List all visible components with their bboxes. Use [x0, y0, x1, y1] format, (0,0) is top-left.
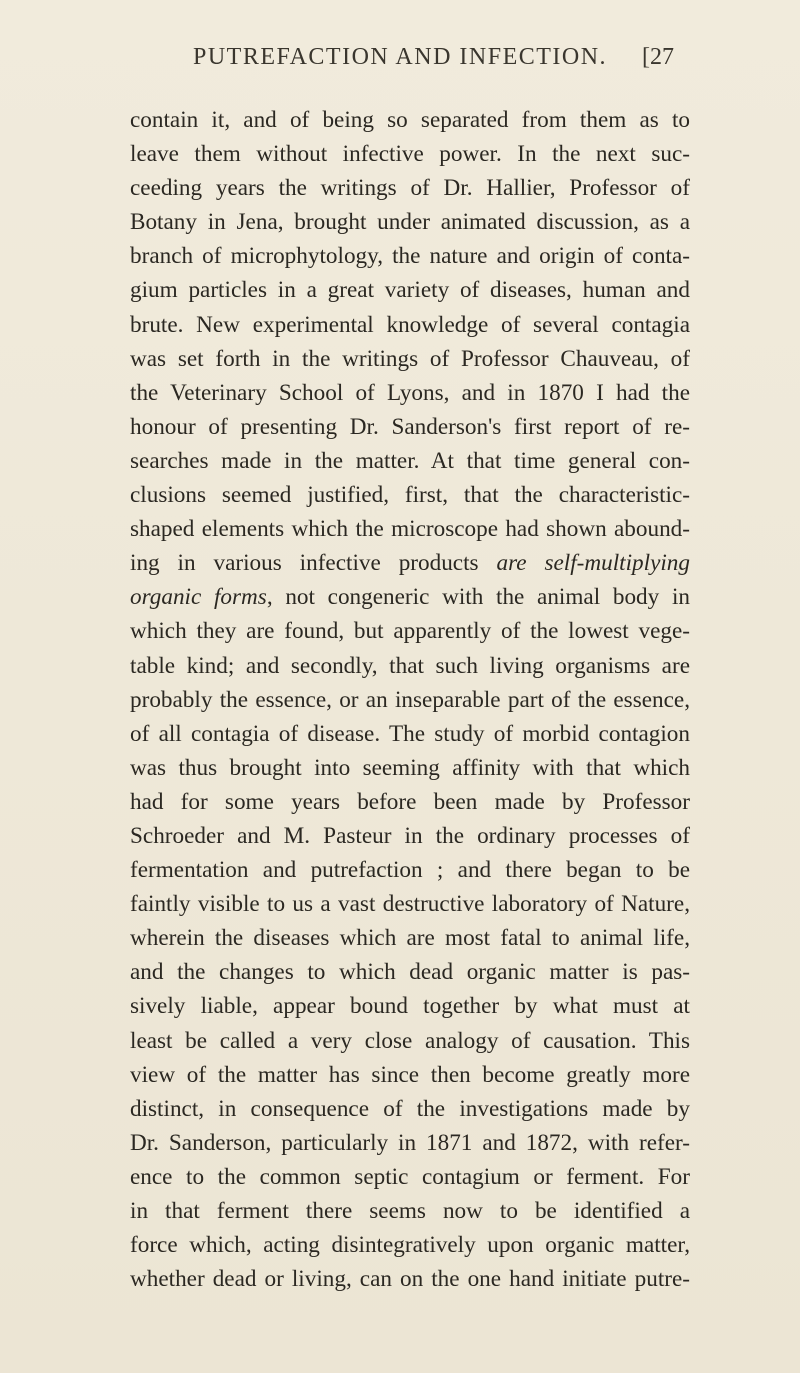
text-line: gium particles in a great variety of diseases, human and	[130, 277, 690, 304]
text-line: table kind; and secondly, that such living organisms are	[130, 652, 690, 679]
text-line: in that ferment there seems now to be identified a	[130, 1198, 690, 1224]
text-line: Dr. Sanderson, particularly in 1871 and 1872, with refer-	[130, 1129, 690, 1156]
text-line: which they are found, but apparently of the lowest vege-	[130, 618, 690, 645]
text-line: ence to the common septic contagium or ferment. For	[130, 1163, 690, 1190]
text-line: Botany in Jena, brought under animated discussion, as a	[130, 209, 690, 236]
text-line: contain it, and of being so separated from them as to	[130, 107, 690, 133]
line-rest: , not congeneric with the animal body in	[266, 584, 690, 611]
page-number: [27	[642, 44, 674, 70]
italic-phrase: organic forms	[130, 584, 267, 611]
text-line: Schroeder and M. Pasteur in the ordinary processes of	[130, 822, 690, 849]
italic-phrase: are self-multiplying	[496, 550, 690, 577]
text-line: was thus brought into seeming affinity with that which	[130, 754, 690, 781]
text-line: leave them without infective power. In the next suc-	[130, 141, 690, 168]
text-line: brute. New experimental knowledge of several contagia	[130, 311, 690, 338]
text-line: honour of presenting Dr. Sanderson's first report of re-	[130, 413, 690, 440]
text-line: searches made in the matter. At that time general con-	[130, 447, 690, 474]
text-line: wherein the diseases which are most fatal to animal life,	[130, 925, 690, 952]
text-line: sively liable, appear bound together by what must at	[130, 993, 690, 1020]
text-line: was set forth in the writings of Professor Chauveau, of	[130, 345, 690, 372]
text-line: fermentation and putrefaction ; and there began to be	[130, 857, 690, 884]
text-line: shaped elements which the microscope had shown abound-	[130, 516, 690, 543]
text-line: clusions seemed justified, first, that the characteristic-	[130, 482, 690, 509]
running-head	[0, 44, 800, 84]
text-line: the Veterinary School of Lyons, and in 1870 I had the	[130, 379, 690, 406]
text-line: least be called a very close analogy of causation. This	[130, 1027, 690, 1054]
text-line-with-italic	[130, 580, 690, 614]
text-line: view of the matter has since then become greatly more	[130, 1061, 690, 1088]
text-line: distinct, in consequence of the investigations made by	[130, 1095, 690, 1122]
text-line: and the changes to which dead organic matter is pas-	[130, 959, 690, 986]
text-line: branch of microphytology, the nature and origin of conta-	[130, 243, 690, 270]
text-line: ceeding years the writings of Dr. Hallier, Professor of	[130, 175, 690, 202]
text-line-with-italic	[130, 546, 690, 580]
body-text	[130, 103, 690, 1296]
running-title: PUTREFACTION AND INFECTION.	[193, 44, 608, 70]
text-line: whether dead or living, can on the one hand initiate putre-	[130, 1266, 690, 1293]
text-line: of all contagia of disease. The study of morbid contagion	[130, 720, 690, 747]
text-line: faintly visible to us a vast destructive laboratory of Nature,	[130, 891, 690, 918]
text-line: force which, acting disintegratively upon organic matter,	[130, 1232, 690, 1259]
line-start: ing in various infective products	[130, 550, 479, 577]
text-line: probably the essence, or an inseparable part of the essence,	[130, 686, 690, 713]
text-line: had for some years before been made by Professor	[130, 788, 690, 815]
